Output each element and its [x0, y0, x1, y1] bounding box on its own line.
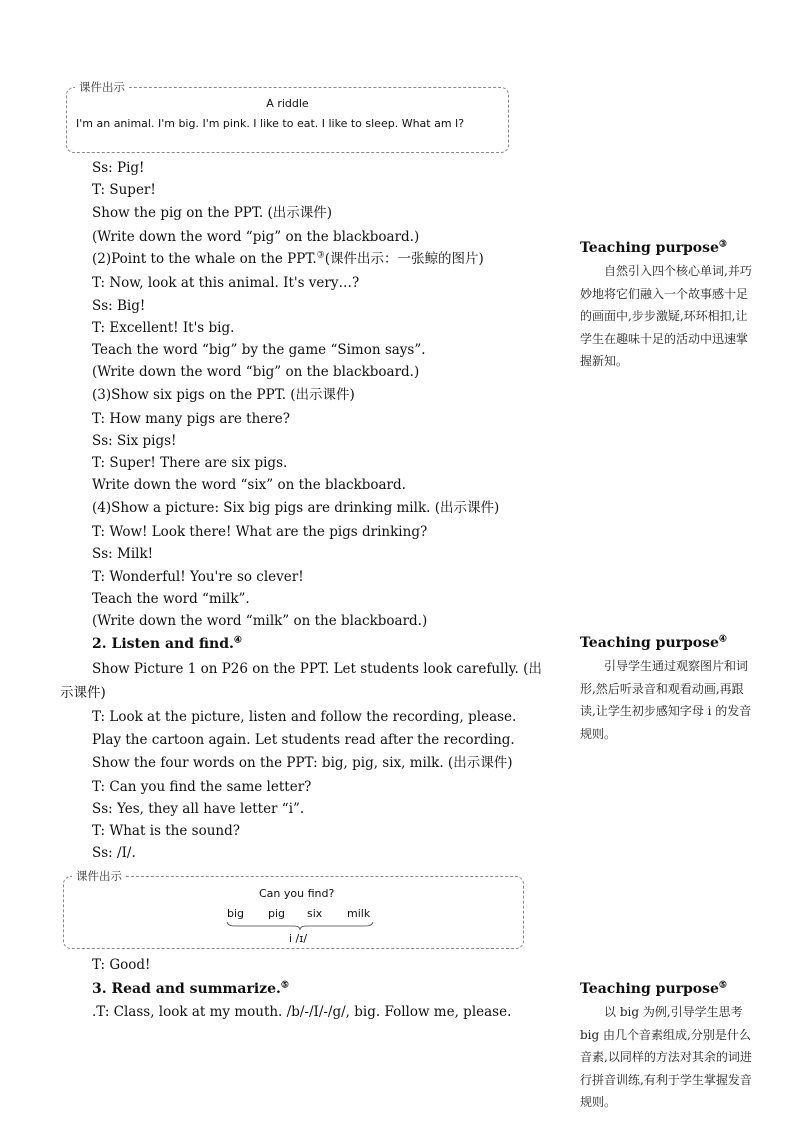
purpose-label: Teaching purpose	[580, 635, 719, 651]
footnote-marker: ③	[316, 250, 325, 261]
footnote-marker: ④	[718, 634, 727, 645]
find-word: big	[227, 907, 245, 920]
lesson-line: T: Wonderful! You're so clever!	[92, 569, 304, 585]
footnote-marker: ④	[233, 635, 242, 646]
lesson-line: (4)Show a picture: Six big pigs are drinking milk. (出示课件)	[92, 500, 500, 516]
lesson-line: Ss: Yes, they all have letter “i”.	[92, 801, 305, 817]
lesson-line: Show the pig on the PPT. (出示课件)	[92, 205, 333, 221]
para-line: Show Picture 1 on P26 on the PPT. Let students look carefully. (出	[92, 661, 542, 677]
purpose-label: Teaching purpose	[580, 981, 719, 997]
riddle-text: I'm an animal. I'm big. I'm pink. I like to eat. I like to sleep. What am I?	[76, 117, 465, 130]
lesson-line: T: What is the sound?	[92, 823, 240, 839]
find-title: Can you find?	[259, 887, 335, 900]
lesson-line: T: Wow! Look there! What are the pigs drinking?	[92, 524, 428, 540]
lesson-line: T: Look at the picture, listen and follow the recording, please.	[92, 709, 517, 725]
purpose-text: 以 big 为例,引导学生思考 big 由几个音素组成,分别是什么音素,以同样的方法对其余的词进行拼音训练,有利于学生掌握发音规则。	[580, 1005, 752, 1109]
footnote-marker: ③	[718, 239, 727, 250]
teaching-purpose-body	[580, 260, 752, 373]
brace-underline	[226, 921, 374, 931]
lesson-line: T: Good!	[92, 957, 151, 973]
courseware-tag: 课件出示	[75, 79, 129, 95]
para-line-cont: 示课件)	[60, 685, 106, 701]
point2-note: (课件出示：一张鲸的图片)	[324, 251, 484, 267]
lesson-line: Show the four words on the PPT: big, pig, six, milk. (出示课件)	[92, 755, 513, 771]
courseware-tag: 课件出示	[72, 868, 126, 884]
lesson-line: Teach the word “milk”.	[92, 591, 250, 607]
lesson-line: T: Can you find the same letter?	[92, 779, 312, 795]
lesson-line: Ss: /I/.	[92, 845, 136, 861]
lesson-line-point2	[92, 251, 484, 267]
footnote-marker: ⑤	[280, 980, 289, 991]
lesson-line: Ss: Big!	[92, 298, 146, 314]
purpose-text: 引导学生通过观察图片和词形,然后听录音和观看动画,再跟读,让学生初步感知字母 i 的发音规则。	[580, 659, 752, 741]
lesson-line: (Write down the word “milk” on the blackboard.)	[92, 613, 428, 629]
lesson-line: Teach the word “big” by the game “Simon says”.	[92, 342, 426, 358]
lesson-line: (Write down the word “big” on the blackboard.)	[92, 364, 420, 380]
purpose-label: Teaching purpose	[580, 240, 719, 256]
lesson-line: Ss: Pig!	[92, 160, 145, 176]
teaching-purpose-body	[580, 1001, 752, 1114]
lesson-line: T: Now, look at this animal. It's very…?	[92, 275, 360, 291]
teaching-purpose-title	[580, 635, 727, 651]
lesson-line: Write down the word “six” on the blackboard.	[92, 477, 406, 493]
lesson-line: (3)Show six pigs on the PPT. (出示课件)	[92, 387, 355, 403]
lesson-line: (Write down the word “pig” on the blackboard.)	[92, 229, 420, 245]
section-heading-listen	[92, 636, 242, 652]
teaching-purpose-title	[580, 981, 727, 997]
find-sound: i /ɪ/	[289, 932, 308, 945]
footnote-marker: ⑤	[718, 980, 727, 991]
find-word: pig	[268, 907, 286, 920]
teaching-purpose-title	[580, 240, 727, 256]
lesson-line: T: Excellent! It's big.	[92, 320, 235, 336]
lesson-line: Play the cartoon again. Let students read after the recording.	[92, 732, 515, 748]
heading-text: 3. Read and summarize.	[92, 981, 281, 997]
purpose-text: 自然引入四个核心单词,并巧妙地将它们融入一个故事感十足的画面中,步步激疑,环环相扣,让学生在趣味十足的活动中迅速掌握新知。	[580, 264, 752, 368]
lesson-line: Ss: Six pigs!	[92, 433, 177, 449]
lesson-line: T: Super!	[92, 182, 156, 198]
teaching-purpose-body	[580, 655, 752, 745]
riddle-title: A riddle	[266, 97, 309, 110]
lesson-line: .T: Class, look at my mouth. /b/-/I/-/g/, big. Follow me, please.	[92, 1004, 512, 1020]
heading-text: 2. Listen and find.	[92, 636, 234, 652]
lesson-line: Ss: Milk!	[92, 546, 154, 562]
lesson-line: T: Super! There are six pigs.	[92, 455, 288, 471]
find-word: milk	[347, 907, 371, 920]
section-heading-read	[92, 981, 289, 997]
find-word: six	[307, 907, 323, 920]
point2-text: (2)Point to the whale on the PPT.	[92, 251, 317, 267]
lesson-line: T: How many pigs are there?	[92, 411, 290, 427]
